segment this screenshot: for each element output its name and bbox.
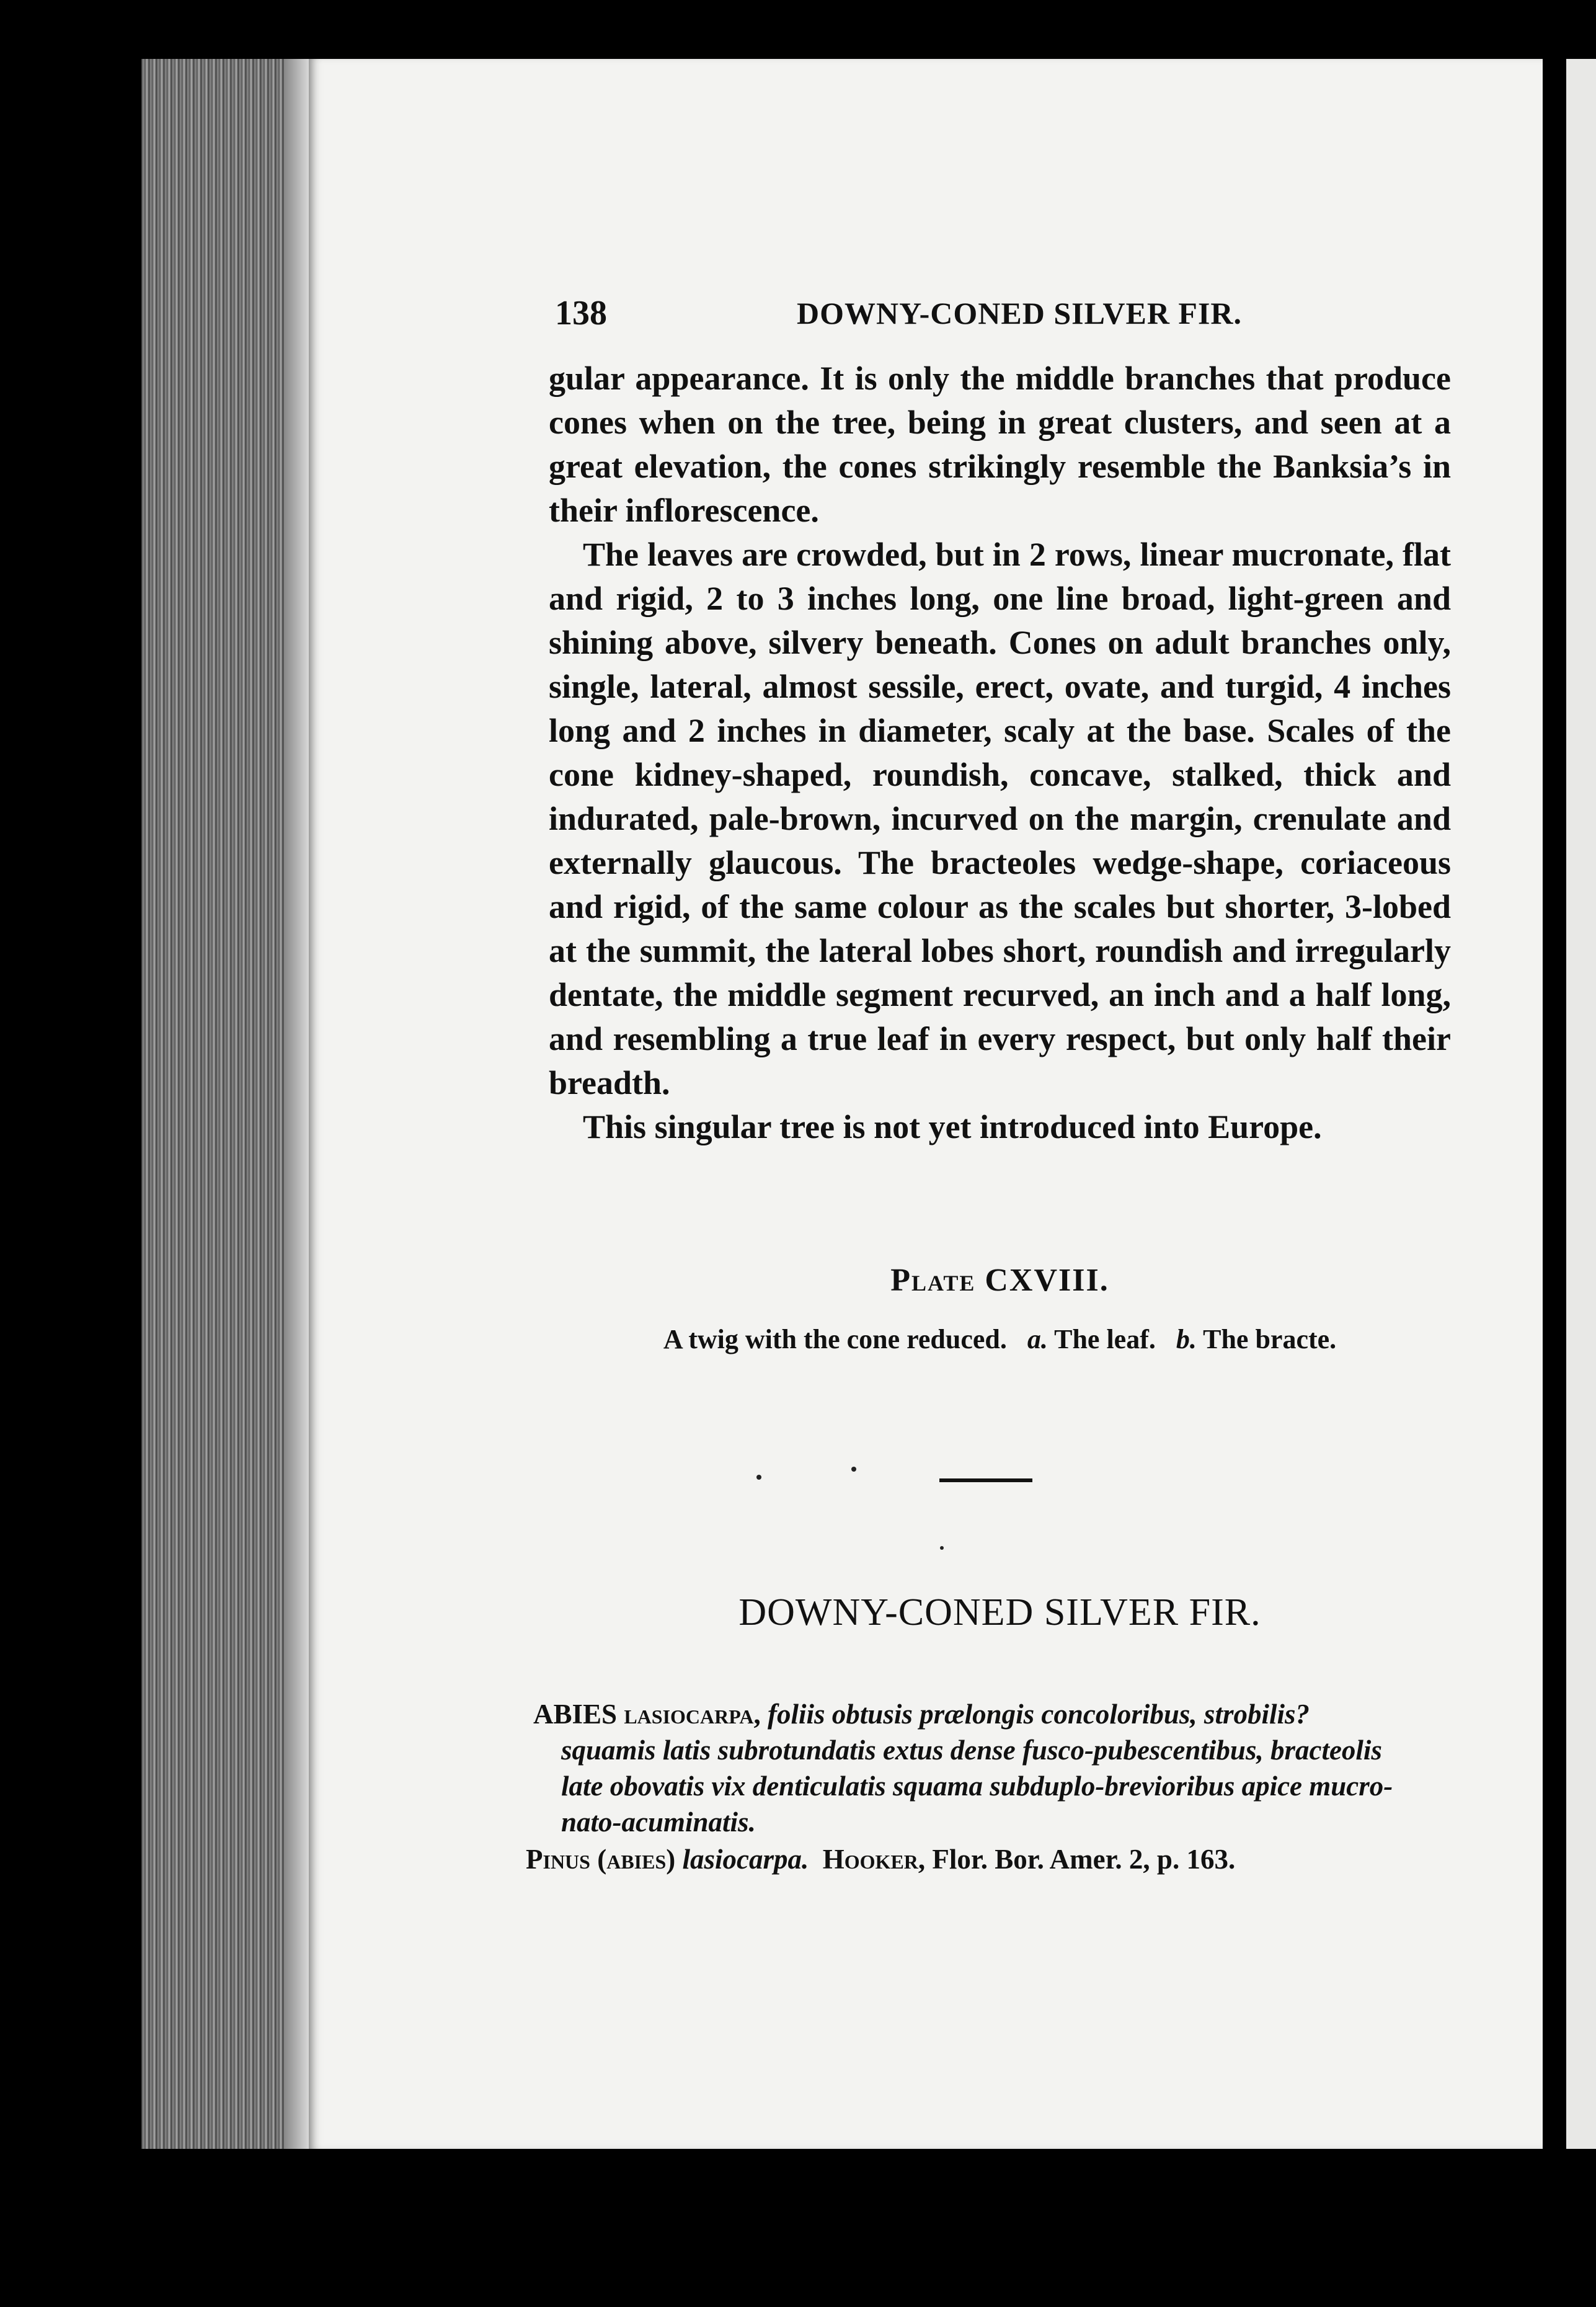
species-synopsis [533,1696,1451,1840]
plate-caption-a-text: The leaf. [1054,1324,1156,1354]
book-page-edges [141,59,309,2149]
paragraph-description: The leaves are crowded, but in 2 rows, linear mucronate, flat and rigid, 2 to 3 inches long, one line broad, light-green and shining above, silvery beneath. Cones on adult branches only, single, lateral, almost sessile, erect, ovate, and turgid, 4 inches long and 2 inches in diameter, scaly at the base. Scales of the cone kidney-shaped, roundish, concave, stalked, thick and indurated, pale-brown, incurved on the margin, crenulate and externally glaucous. The bracteoles wedge-shape, coriaceous and rigid, of the same colour as the scales but shorter, 3-lobed at the summit, the lateral lobes short, roundish and irregularly dentate, the middle segment recurved, an inch and a half long, and resembling a true leaf in every respect, but only half their breadth. [549,536,1451,1101]
plate-caption-b-text: The bracte. [1203,1324,1337,1354]
speck-mark [756,1475,761,1480]
synopsis-diagnosis: foliis obtusis prælongis concoloribus, strobilis? [768,1699,1310,1730]
synonym-author: Hooker, [822,1844,926,1875]
synopsis-line-3: late obovatis vix denticulatis squama subduplo-brevioribus apice mucro- [561,1771,1393,1802]
running-head [555,288,1243,338]
synonym-citation [526,1841,1456,1878]
speck-mark [851,1467,856,1472]
page-number: 138 [555,294,607,332]
synopsis-species: lasiocarpa, [624,1699,761,1730]
synonym-subgenus: (abies) [597,1844,676,1875]
plate-caption-main: A twig with the cone reduced. [663,1324,1007,1354]
synonym-genus: Pinus [526,1844,590,1875]
synopsis-genus: ABIES [533,1699,618,1730]
page-gutter [1543,59,1566,2149]
body-text [549,357,1451,1149]
section-heading: DOWNY-CONED SILVER FIR. [738,1591,1261,1634]
synonym-reference: Flor. Bor. Amer. 2, p. 163. [932,1844,1236,1875]
synonym-epithet: lasiocarpa. [682,1844,809,1875]
plate-caption-a-letter: a. [1027,1324,1048,1354]
plate-title: Plate CXVIII. [890,1263,1109,1298]
facing-page-edge [1566,59,1596,2149]
speck-mark [940,1546,944,1550]
plate-caption-b-letter: b. [1176,1324,1197,1354]
synopsis-line-2: squamis latis subrotundatis extus dense fusco-pubescentibus, bracteolis [561,1735,1382,1766]
synopsis-line-4: nato-acuminatis. [561,1807,756,1838]
running-title: DOWNY-CONED SILVER FIR. [797,296,1243,331]
paragraph-introduction: This singular tree is not yet introduced into Europe. [583,1108,1322,1145]
section-divider-rule [939,1478,1032,1482]
paragraph-continuation: gular appearance. It is only the middle branches that produce cones when on the tree, being in great clusters, and seen at a great elevation, the cones strikingly resemble the Banksia’s in their inflorescence. [549,360,1451,529]
plate-caption [549,1320,1451,1359]
synopsis-line-1 [533,1696,1451,1732]
